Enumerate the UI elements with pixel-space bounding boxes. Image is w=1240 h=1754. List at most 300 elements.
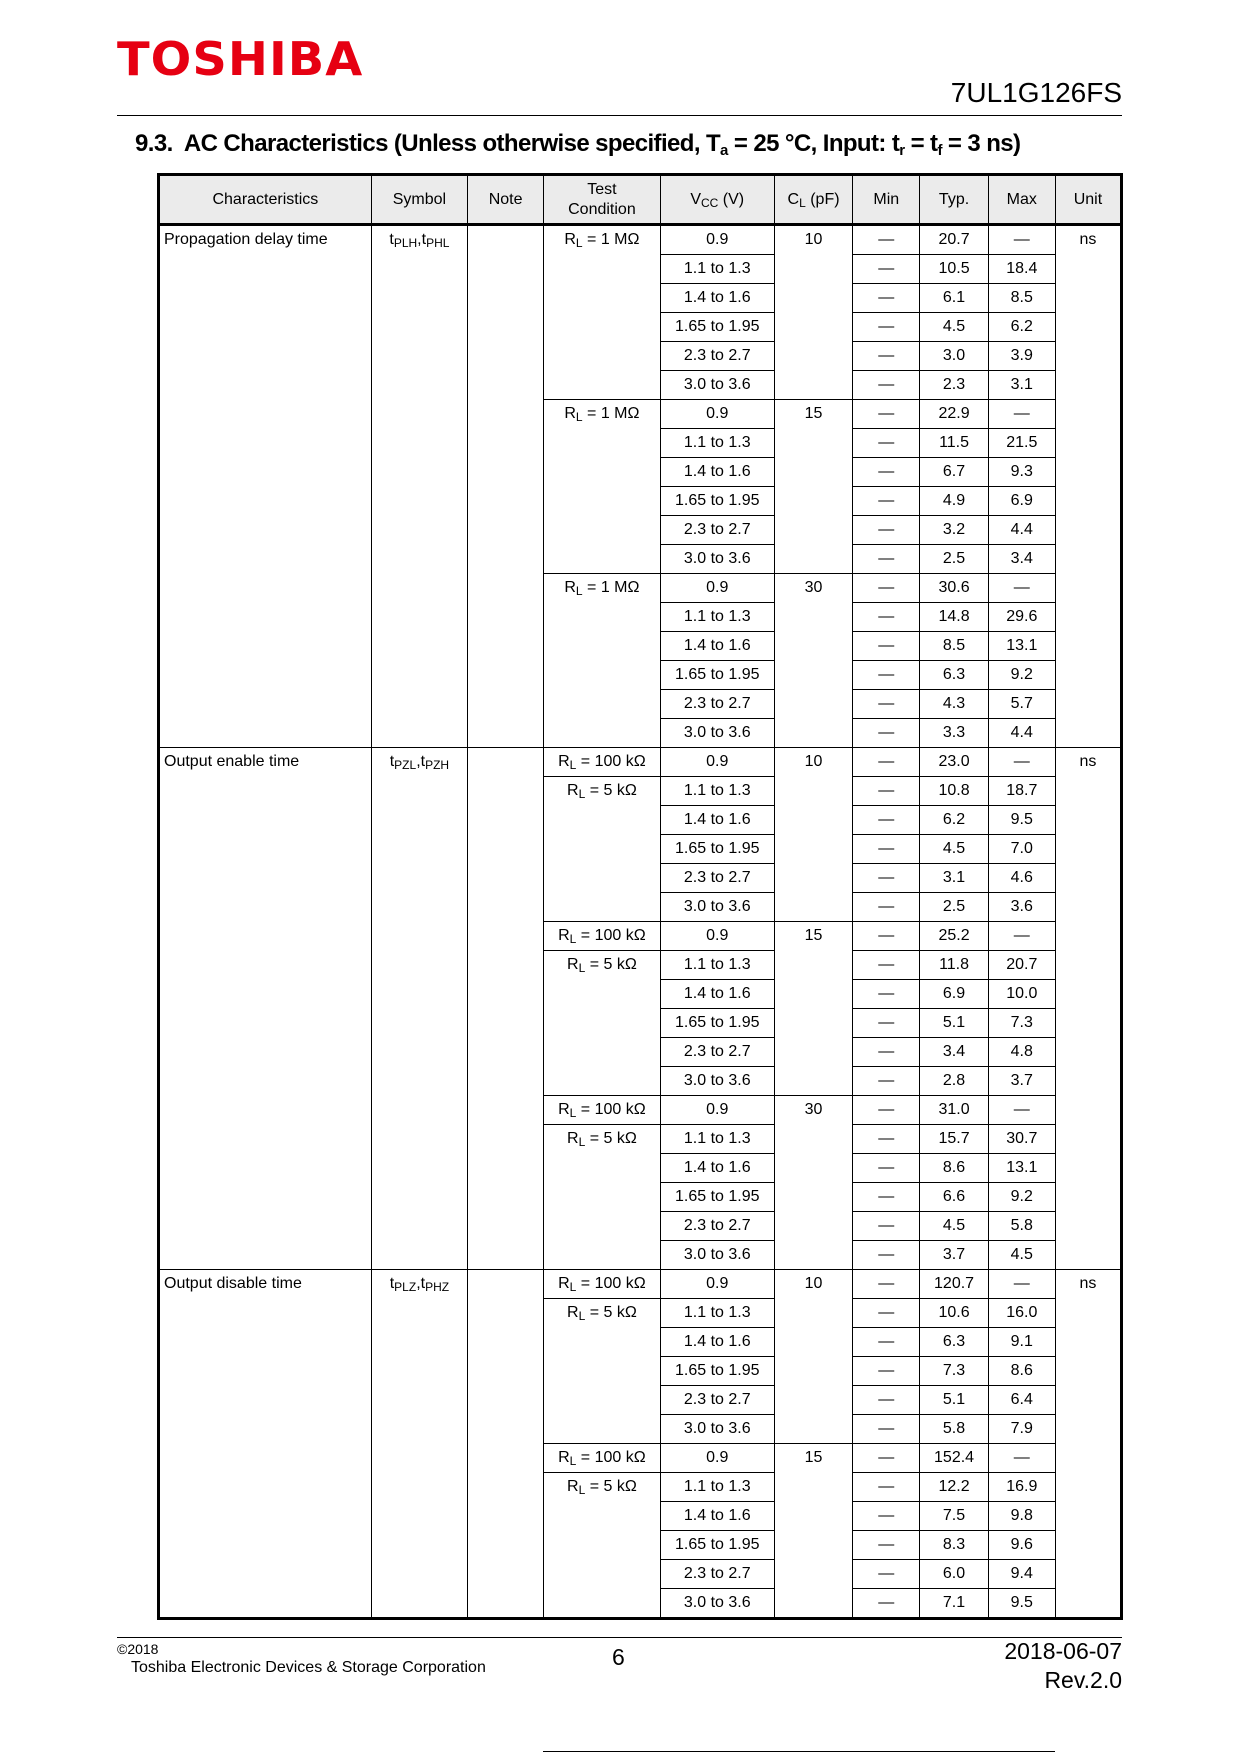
max-cell: 3.4 — [988, 545, 1055, 574]
min-cell: — — [853, 313, 920, 342]
condition-r: R — [567, 956, 579, 973]
col-characteristics: Characteristics — [159, 175, 372, 225]
vcc-cell: 1.65 to 1.95 — [660, 1009, 774, 1038]
condition-value: = 100 kΩ — [576, 753, 646, 770]
cl-cell: 30 — [774, 574, 852, 748]
min-cell: — — [853, 1125, 920, 1154]
min-cell: — — [853, 690, 920, 719]
max-cell: 10.0 — [988, 980, 1055, 1009]
typ-cell: 8.3 — [920, 1531, 988, 1560]
characteristic-cell: Output disable time — [159, 1270, 372, 1619]
vcc-cell: 1.1 to 1.3 — [660, 951, 774, 980]
typ-cell: 15.7 — [920, 1125, 988, 1154]
vcc-cell: 1.65 to 1.95 — [660, 835, 774, 864]
min-cell: — — [853, 632, 920, 661]
symbol-t: t — [389, 1275, 395, 1292]
condition-value: = 100 kΩ — [576, 1449, 646, 1466]
unit-cell: ns — [1055, 225, 1121, 748]
condition-value: = 100 kΩ — [576, 927, 646, 944]
min-cell: — — [853, 1415, 920, 1444]
min-cell: — — [853, 806, 920, 835]
max-cell: — — [988, 400, 1055, 429]
col-symbol: Symbol — [371, 175, 467, 225]
min-cell: — — [853, 284, 920, 313]
min-cell: — — [853, 516, 920, 545]
typ-cell: 4.5 — [920, 835, 988, 864]
test-condition-cell — [544, 922, 660, 951]
min-cell: — — [853, 719, 920, 748]
vcc-cell: 3.0 to 3.6 — [660, 371, 774, 400]
typ-cell: 6.9 — [920, 980, 988, 1009]
typ-cell: 11.8 — [920, 951, 988, 980]
typ-cell: 31.0 — [920, 1096, 988, 1125]
vcc-cell: 2.3 to 2.7 — [660, 1386, 774, 1415]
symbol-sub: PZH — [425, 758, 450, 772]
vcc-cell: 0.9 — [660, 400, 774, 429]
max-cell: 9.1 — [988, 1328, 1055, 1357]
col-vcc-unit: (V) — [718, 190, 745, 208]
vcc-cell: 3.0 to 3.6 — [660, 1415, 774, 1444]
vcc-cell: 1.65 to 1.95 — [660, 1357, 774, 1386]
characteristic-cell: Propagation delay time — [159, 225, 372, 748]
ac-characteristics-table-container — [157, 173, 1123, 1624]
revision: Rev.2.0 — [1044, 1667, 1122, 1693]
col-cl — [774, 175, 852, 225]
max-cell: 7.9 — [988, 1415, 1055, 1444]
typ-cell: 2.3 — [920, 371, 988, 400]
min-cell: — — [853, 342, 920, 371]
vcc-cell: 0.9 — [660, 1270, 774, 1299]
test-condition-cell — [544, 1299, 660, 1444]
test-condition-cell — [544, 777, 660, 922]
min-cell: — — [853, 1444, 920, 1473]
max-cell: 9.5 — [988, 1589, 1055, 1619]
typ-cell: 3.4 — [920, 1038, 988, 1067]
max-cell: 3.7 — [988, 1067, 1055, 1096]
min-cell: — — [853, 429, 920, 458]
condition-sub: L — [578, 1309, 586, 1323]
vcc-cell: 1.4 to 1.6 — [660, 1502, 774, 1531]
note-cell — [468, 225, 544, 748]
col-typ: Typ. — [920, 175, 988, 225]
section-number: 9.3. — [135, 130, 173, 157]
min-cell: — — [853, 1328, 920, 1357]
cl-cell: 30 — [774, 1096, 852, 1270]
vcc-cell: 0.9 — [660, 922, 774, 951]
vcc-cell: 1.1 to 1.3 — [660, 255, 774, 284]
vcc-cell: 1.65 to 1.95 — [660, 313, 774, 342]
title-part: = 25 °C, Input: t — [727, 130, 900, 157]
vcc-cell: 0.9 — [660, 225, 774, 255]
min-cell: — — [853, 1038, 920, 1067]
typ-cell: 6.7 — [920, 458, 988, 487]
typ-cell: 8.6 — [920, 1154, 988, 1183]
min-cell: — — [853, 603, 920, 632]
max-cell: 9.3 — [988, 458, 1055, 487]
condition-r: R — [567, 1478, 579, 1495]
typ-cell: 4.9 — [920, 487, 988, 516]
vcc-cell: 3.0 to 3.6 — [660, 719, 774, 748]
vcc-cell: 2.3 to 2.7 — [660, 1038, 774, 1067]
vcc-cell: 1.4 to 1.6 — [660, 1154, 774, 1183]
vcc-cell: 0.9 — [660, 574, 774, 603]
max-cell: 18.4 — [988, 255, 1055, 284]
condition-r: R — [564, 231, 576, 248]
symbol-t: t — [389, 753, 395, 770]
vcc-cell: 2.3 to 2.7 — [660, 1560, 774, 1589]
condition-r: R — [558, 1101, 570, 1118]
vcc-cell: 3.0 to 3.6 — [660, 893, 774, 922]
symbol-t: t — [389, 231, 394, 248]
condition-value: = 5 kΩ — [585, 1478, 637, 1495]
company-name: Toshiba Electronic Devices & Storage Corporation — [131, 1659, 486, 1676]
condition-value: = 1 MΩ — [582, 405, 640, 422]
vcc-cell: 0.9 — [660, 1096, 774, 1125]
typ-cell: 23.0 — [920, 748, 988, 777]
max-cell: 4.4 — [988, 719, 1055, 748]
typ-cell: 10.5 — [920, 255, 988, 284]
condition-r: R — [558, 753, 570, 770]
max-cell: 4.4 — [988, 516, 1055, 545]
vcc-cell: 1.65 to 1.95 — [660, 1183, 774, 1212]
typ-cell: 10.6 — [920, 1299, 988, 1328]
max-cell: 7.3 — [988, 1009, 1055, 1038]
col-max: Max — [988, 175, 1055, 225]
min-cell: — — [853, 1212, 920, 1241]
col-min: Min — [853, 175, 920, 225]
typ-cell: 3.0 — [920, 342, 988, 371]
typ-cell: 6.3 — [920, 1328, 988, 1357]
note-cell — [468, 748, 544, 1270]
condition-value: = 100 kΩ — [576, 1275, 646, 1292]
typ-cell: 30.6 — [920, 574, 988, 603]
typ-cell: 4.5 — [920, 313, 988, 342]
min-cell: — — [853, 255, 920, 284]
max-cell: 21.5 — [988, 429, 1055, 458]
condition-r: R — [558, 927, 570, 944]
test-condition-cell — [544, 1444, 660, 1473]
min-cell: — — [853, 487, 920, 516]
min-cell: — — [853, 1386, 920, 1415]
test-condition-cell — [544, 1125, 660, 1270]
vcc-cell: 1.4 to 1.6 — [660, 632, 774, 661]
max-cell: 8.5 — [988, 284, 1055, 313]
min-cell: — — [853, 1473, 920, 1502]
vcc-cell: 2.3 to 2.7 — [660, 342, 774, 371]
typ-cell: 4.3 — [920, 690, 988, 719]
title-part: = t — [904, 130, 938, 157]
condition-r: R — [564, 405, 576, 422]
test-condition-cell — [544, 225, 660, 400]
typ-cell: 6.0 — [920, 1560, 988, 1589]
max-cell: 5.7 — [988, 690, 1055, 719]
bottom-divider — [543, 1751, 1055, 1752]
condition-r: R — [564, 579, 576, 596]
min-cell: — — [853, 1502, 920, 1531]
typ-cell: 2.8 — [920, 1067, 988, 1096]
vcc-cell: 2.3 to 2.7 — [660, 1212, 774, 1241]
col-test-condition — [544, 175, 660, 225]
cl-cell: 10 — [774, 1270, 852, 1444]
typ-cell: 25.2 — [920, 922, 988, 951]
vcc-cell: 3.0 to 3.6 — [660, 1241, 774, 1270]
typ-cell: 7.1 — [920, 1589, 988, 1619]
typ-cell: 5.1 — [920, 1009, 988, 1038]
vcc-cell: 0.9 — [660, 748, 774, 777]
title-sub: r — [899, 142, 905, 159]
symbol-sub: PLH — [393, 236, 418, 250]
typ-cell: 6.6 — [920, 1183, 988, 1212]
ac-characteristics-table — [157, 173, 1123, 1620]
typ-cell: 2.5 — [920, 545, 988, 574]
condition-r: R — [567, 782, 579, 799]
min-cell: — — [853, 371, 920, 400]
max-cell: 9.2 — [988, 1183, 1055, 1212]
condition-sub: L — [575, 584, 583, 598]
typ-cell: 5.8 — [920, 1415, 988, 1444]
max-cell: 4.6 — [988, 864, 1055, 893]
max-cell: 20.7 — [988, 951, 1055, 980]
min-cell: — — [853, 835, 920, 864]
cl-cell: 15 — [774, 922, 852, 1096]
title-part: AC Characteristics (Unless otherwise specified, T — [183, 130, 721, 157]
symbol-sub: PLZ — [394, 1280, 417, 1294]
typ-cell: 6.3 — [920, 661, 988, 690]
max-cell: 9.4 — [988, 1560, 1055, 1589]
test-condition-cell — [544, 951, 660, 1096]
symbol-sub: PHZ — [425, 1280, 450, 1294]
max-cell: 18.7 — [988, 777, 1055, 806]
typ-cell: 20.7 — [920, 225, 988, 255]
max-cell: 3.1 — [988, 371, 1055, 400]
vcc-cell: 2.3 to 2.7 — [660, 864, 774, 893]
typ-cell: 7.3 — [920, 1357, 988, 1386]
header-divider — [117, 115, 1122, 116]
min-cell: — — [853, 1589, 920, 1619]
min-cell: — — [853, 777, 920, 806]
condition-sub: L — [569, 1106, 577, 1120]
cl-cell: 15 — [774, 400, 852, 574]
typ-cell: 5.1 — [920, 1386, 988, 1415]
condition-sub: L — [569, 932, 577, 946]
condition-sub: L — [569, 758, 577, 772]
col-vcc-symbol: V — [690, 190, 702, 208]
min-cell: — — [853, 893, 920, 922]
min-cell: — — [853, 574, 920, 603]
max-cell: — — [988, 225, 1055, 255]
typ-cell: 6.1 — [920, 284, 988, 313]
condition-value: = 100 kΩ — [576, 1101, 646, 1118]
max-cell: 4.5 — [988, 1241, 1055, 1270]
max-cell: — — [988, 1096, 1055, 1125]
table-row — [159, 1270, 1122, 1299]
min-cell: — — [853, 748, 920, 777]
vcc-cell: 3.0 to 3.6 — [660, 1067, 774, 1096]
max-cell: 29.6 — [988, 603, 1055, 632]
col-unit: Unit — [1055, 175, 1121, 225]
condition-r: R — [567, 1130, 579, 1147]
note-cell — [468, 1270, 544, 1619]
table-body — [159, 225, 1122, 1619]
max-cell: — — [988, 1444, 1055, 1473]
symbol-cell — [371, 225, 467, 748]
typ-cell: 152.4 — [920, 1444, 988, 1473]
copyright: ©2018 — [117, 1641, 159, 1657]
max-cell: 3.9 — [988, 342, 1055, 371]
symbol-sep: ,t — [417, 231, 427, 248]
cl-cell: 10 — [774, 225, 852, 400]
unit-cell: ns — [1055, 1270, 1121, 1619]
condition-value: = 5 kΩ — [585, 1304, 637, 1321]
max-cell: — — [988, 922, 1055, 951]
min-cell: — — [853, 1560, 920, 1589]
min-cell: — — [853, 545, 920, 574]
vcc-cell: 1.4 to 1.6 — [660, 1328, 774, 1357]
symbol-sub: PHL — [426, 236, 450, 250]
vcc-cell: 2.3 to 2.7 — [660, 516, 774, 545]
vcc-cell: 1.1 to 1.3 — [660, 1125, 774, 1154]
vcc-cell: 0.9 — [660, 1444, 774, 1473]
max-cell: — — [988, 748, 1055, 777]
max-cell: 5.8 — [988, 1212, 1055, 1241]
condition-r: R — [558, 1449, 570, 1466]
col-vcc-sub: CC — [701, 195, 719, 210]
max-cell: 4.8 — [988, 1038, 1055, 1067]
condition-sub: L — [578, 961, 586, 975]
vcc-cell: 1.1 to 1.3 — [660, 1299, 774, 1328]
table-header-row — [159, 175, 1122, 225]
toshiba-logo: TOSHIBA — [117, 32, 364, 86]
min-cell: — — [853, 1299, 920, 1328]
symbol-cell — [371, 1270, 467, 1619]
unit-cell: ns — [1055, 748, 1121, 1270]
vcc-cell: 1.65 to 1.95 — [660, 1531, 774, 1560]
test-condition-cell — [544, 748, 660, 777]
min-cell: — — [853, 1154, 920, 1183]
typ-cell: 3.2 — [920, 516, 988, 545]
typ-cell: 7.5 — [920, 1502, 988, 1531]
page-number: 6 — [612, 1644, 625, 1670]
title-part: = 3 ns) — [941, 130, 1021, 157]
vcc-cell: 1.65 to 1.95 — [660, 487, 774, 516]
cl-cell: 10 — [774, 748, 852, 922]
max-cell: 16.0 — [988, 1299, 1055, 1328]
vcc-cell: 1.65 to 1.95 — [660, 661, 774, 690]
col-test-line1: Test — [587, 180, 617, 198]
vcc-cell: 1.4 to 1.6 — [660, 806, 774, 835]
typ-cell: 2.5 — [920, 893, 988, 922]
vcc-cell: 1.1 to 1.3 — [660, 429, 774, 458]
col-cl-symbol: C — [787, 190, 800, 208]
vcc-cell: 1.1 to 1.3 — [660, 777, 774, 806]
max-cell: 7.0 — [988, 835, 1055, 864]
min-cell: — — [853, 225, 920, 255]
table-row — [159, 225, 1122, 255]
max-cell: 9.5 — [988, 806, 1055, 835]
col-cl-unit: (pF) — [805, 190, 840, 208]
condition-value: = 1 MΩ — [582, 579, 640, 596]
typ-cell: 12.2 — [920, 1473, 988, 1502]
max-cell: — — [988, 1270, 1055, 1299]
min-cell: — — [853, 951, 920, 980]
condition-r: R — [558, 1275, 570, 1292]
test-condition-cell — [544, 1096, 660, 1125]
max-cell: 6.4 — [988, 1386, 1055, 1415]
vcc-cell: 1.4 to 1.6 — [660, 458, 774, 487]
condition-value: = 5 kΩ — [585, 956, 637, 973]
typ-cell: 11.5 — [920, 429, 988, 458]
table-row — [159, 748, 1122, 777]
max-cell: 8.6 — [988, 1357, 1055, 1386]
min-cell: — — [853, 1067, 920, 1096]
col-test-line2: Condition — [568, 200, 636, 218]
min-cell: — — [853, 458, 920, 487]
max-cell: 3.6 — [988, 893, 1055, 922]
max-cell: 6.9 — [988, 487, 1055, 516]
min-cell: — — [853, 1183, 920, 1212]
min-cell: — — [853, 922, 920, 951]
max-cell: 30.7 — [988, 1125, 1055, 1154]
min-cell: — — [853, 1241, 920, 1270]
min-cell: — — [853, 1096, 920, 1125]
condition-sub: L — [575, 236, 583, 250]
vcc-cell: 2.3 to 2.7 — [660, 690, 774, 719]
typ-cell: 3.7 — [920, 1241, 988, 1270]
symbol-sub: PZL — [394, 758, 417, 772]
col-cl-sub: L — [799, 195, 806, 210]
title-sub: a — [720, 142, 728, 159]
vcc-cell: 1.4 to 1.6 — [660, 980, 774, 1009]
max-cell: 16.9 — [988, 1473, 1055, 1502]
max-cell: 9.6 — [988, 1531, 1055, 1560]
min-cell: — — [853, 661, 920, 690]
condition-r: R — [567, 1304, 579, 1321]
symbol-cell — [371, 748, 467, 1270]
condition-sub: L — [575, 410, 583, 424]
test-condition-cell — [544, 1473, 660, 1619]
typ-cell: 8.5 — [920, 632, 988, 661]
condition-sub: L — [578, 1135, 586, 1149]
cl-cell: 15 — [774, 1444, 852, 1619]
max-cell: 9.8 — [988, 1502, 1055, 1531]
condition-sub: L — [569, 1454, 577, 1468]
min-cell: — — [853, 1009, 920, 1038]
typ-cell: 120.7 — [920, 1270, 988, 1299]
footer-divider — [117, 1637, 1122, 1638]
vcc-cell: 1.4 to 1.6 — [660, 284, 774, 313]
max-cell: — — [988, 574, 1055, 603]
col-vcc — [660, 175, 774, 225]
test-condition-cell — [544, 574, 660, 748]
typ-cell: 22.9 — [920, 400, 988, 429]
condition-sub: L — [578, 1483, 586, 1497]
condition-value: = 5 kΩ — [585, 782, 637, 799]
typ-cell: 10.8 — [920, 777, 988, 806]
part-number: 7UL1G126FS — [950, 77, 1122, 108]
vcc-cell: 3.0 to 3.6 — [660, 1589, 774, 1619]
document-date: 2018-06-07 — [1004, 1638, 1122, 1664]
min-cell: — — [853, 400, 920, 429]
title-sub: f — [937, 142, 942, 159]
test-condition-cell — [544, 1270, 660, 1299]
min-cell: — — [853, 1531, 920, 1560]
min-cell: — — [853, 864, 920, 893]
typ-cell: 3.1 — [920, 864, 988, 893]
vcc-cell: 1.1 to 1.3 — [660, 1473, 774, 1502]
col-note: Note — [468, 175, 544, 225]
max-cell: 13.1 — [988, 1154, 1055, 1183]
typ-cell: 3.3 — [920, 719, 988, 748]
